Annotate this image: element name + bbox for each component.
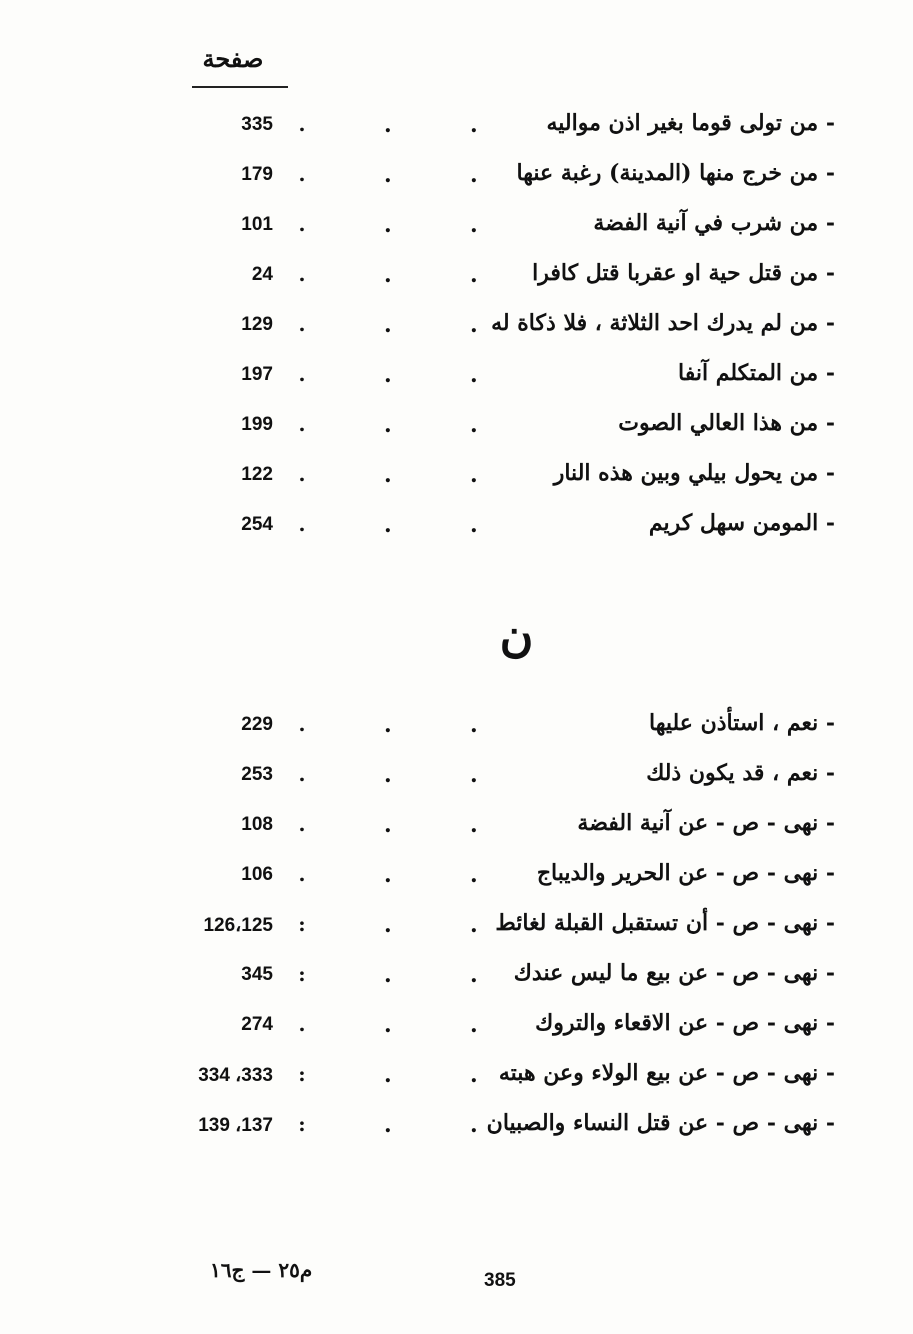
index-entry: - نهى - ص - عن الحرير والديباج . . . 106: [241, 860, 835, 888]
index-entry: - من شرب في آنية الفضة . . . 101: [241, 210, 835, 238]
entry-text: - من تولى قوما بغير اذن مواليه: [546, 110, 835, 136]
entry-text: - من قتل حية او عقربا قتل كافرا: [532, 260, 835, 286]
entry-text: - من هذا العالي الصوت: [618, 410, 835, 436]
entry-text: - نهى - ص - أن تستقبل القبلة لغائط: [495, 910, 835, 936]
index-entry: - نعم ، استأذن عليها . . . 229: [241, 710, 835, 738]
entry-text: - نهى - ص - عن آنية الفضة: [577, 810, 835, 836]
index-entry: - نهى - ص - عن آنية الفضة . . . 108: [241, 810, 835, 838]
entry-page-number: 101: [241, 214, 273, 235]
entry-text: - نهى - ص - عن الحرير والديباج: [536, 860, 835, 886]
entry-separator: .: [298, 312, 306, 336]
entry-page-number: 254: [241, 514, 273, 535]
index-entry: - نهى - ص - عن بيع الولاء وعن هبته . . : 334 ،333: [198, 1060, 835, 1088]
entry-page-number: 335: [241, 114, 273, 135]
entry-page-number: 24: [251, 264, 273, 285]
entry-separator: :: [298, 1112, 306, 1136]
entry-separator: .: [298, 712, 306, 736]
entry-separator: .: [298, 1012, 306, 1036]
entry-page-number: 274: [241, 1014, 273, 1035]
entry-text: - المومن سهل كريم: [648, 510, 835, 536]
index-entry: - نهى - ص - عن الاقعاء والتروك . . . 274: [241, 1010, 835, 1038]
index-entry: - من المتكلم آنفا . . . 197: [241, 360, 835, 388]
entry-text: - من المتكلم آنفا: [678, 360, 835, 386]
index-entry: - من خرج منها (المدينة) رغبة عنها . . . 179: [241, 160, 835, 188]
entry-page-number: 229: [241, 714, 273, 735]
entry-page-number: 106: [241, 864, 273, 885]
entry-text: - من لم يدرك احد الثلاثة ، فلا ذكاة له: [491, 310, 835, 336]
index-entry: - من يحول بيلي وبين هذه النار . . . 122: [241, 460, 835, 488]
entry-page-number: 253: [241, 764, 273, 785]
entry-separator: .: [298, 362, 306, 386]
entry-separator: .: [298, 512, 306, 536]
index-entry: - من تولى قوما بغير اذن مواليه . . . 335: [241, 110, 835, 138]
entry-text: - نعم ، استأذن عليها: [649, 710, 835, 736]
entry-separator: :: [298, 912, 306, 936]
index-entry: - من هذا العالي الصوت . . . 199: [241, 410, 835, 438]
entry-page-number: 179: [241, 164, 273, 185]
index-entry: - المومن سهل كريم . . . 254: [241, 510, 835, 538]
entry-separator: .: [298, 462, 306, 486]
entry-page-number: 139 ،137: [198, 1115, 273, 1136]
page-column-header: صفحة: [202, 44, 264, 73]
entry-page-number: 129: [241, 314, 273, 335]
section-letter-heading: ن: [499, 608, 534, 662]
index-entry: - نعم ، قد يكون ذلك . . . 253: [241, 760, 835, 788]
index-entry: - نهى - ص - عن بيع ما ليس عندك . . : 345: [241, 960, 835, 988]
entry-separator: .: [298, 212, 306, 236]
index-entry: - نهى - ص - عن قتل النساء والصبيان . . : 139 ،137: [198, 1110, 835, 1138]
entry-page-number: 197: [241, 364, 273, 385]
entry-text: - نعم ، قد يكون ذلك: [646, 760, 835, 786]
entry-page-number: 122: [241, 464, 273, 485]
entry-separator: :: [298, 1062, 306, 1086]
entry-page-number: 126،125: [203, 915, 273, 936]
entry-separator: .: [298, 112, 306, 136]
index-entry: - من لم يدرك احد الثلاثة ، فلا ذكاة له . . . 129: [241, 310, 835, 338]
entry-separator: .: [298, 262, 306, 286]
entry-separator: .: [298, 762, 306, 786]
footer-signature: م٢٥ — ج١٦: [210, 1258, 313, 1282]
entry-page-number: 108: [241, 814, 273, 835]
entry-separator: .: [298, 412, 306, 436]
entry-text: - من يحول بيلي وبين هذه النار: [553, 460, 835, 486]
entry-text: - من شرب في آنية الفضة: [593, 210, 835, 236]
index-entry: - من قتل حية او عقربا قتل كافرا . . . 24: [251, 260, 835, 288]
entry-separator: .: [298, 162, 306, 186]
entry-page-number: 345: [241, 964, 273, 985]
entry-text: - نهى - ص - عن بيع ما ليس عندك: [513, 960, 835, 986]
footer-page-number: 385: [484, 1270, 516, 1291]
entry-separator: .: [298, 862, 306, 886]
entry-text: - نهى - ص - عن قتل النساء والصبيان: [486, 1110, 835, 1136]
entry-page-number: 334 ،333: [198, 1065, 273, 1086]
index-entry: - نهى - ص - أن تستقبل القبلة لغائط . . : 126،125: [203, 910, 835, 938]
entry-text: - نهى - ص - عن الاقعاء والتروك: [535, 1010, 835, 1036]
entry-separator: :: [298, 962, 306, 986]
entry-text: - نهى - ص - عن بيع الولاء وعن هبته: [498, 1060, 835, 1086]
header-underline: [192, 86, 288, 88]
entry-page-number: 199: [241, 414, 273, 435]
entry-text: - من خرج منها (المدينة) رغبة عنها: [516, 160, 835, 186]
entry-separator: .: [298, 812, 306, 836]
